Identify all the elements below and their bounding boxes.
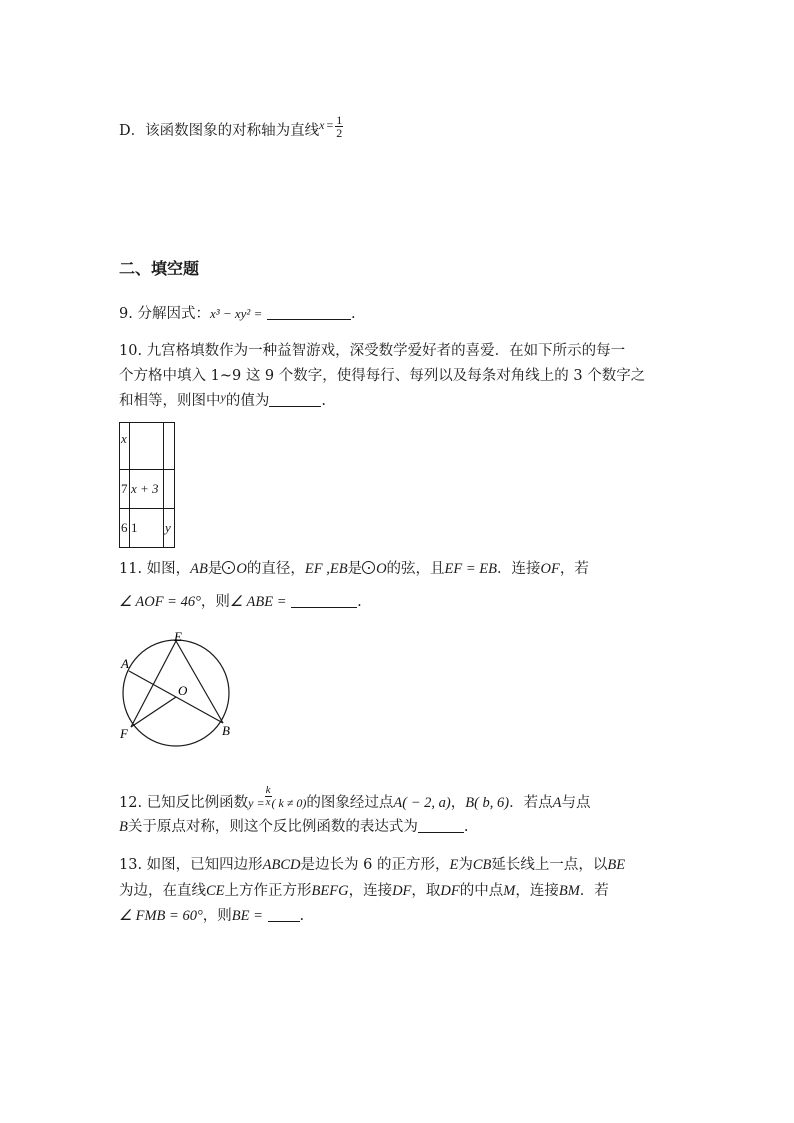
q13-befg: BEFG xyxy=(311,883,349,899)
fraction-denominator: x xyxy=(265,796,271,808)
question-9 xyxy=(119,302,356,323)
q12-condition: ( k ≠ 0) xyxy=(271,796,307,810)
section-title: 二、填空题 xyxy=(119,259,200,278)
q13-e: E xyxy=(449,857,459,873)
q12-text: ．若点 xyxy=(509,795,553,811)
grid-row xyxy=(120,509,175,548)
q12-text: 与点 xyxy=(561,795,591,811)
q13-text: 延长线上一点，以 xyxy=(491,857,608,873)
q9-expr: x³ − xy² = xyxy=(209,306,263,321)
q11-number: 11. xyxy=(119,561,143,577)
label-o: O xyxy=(178,683,188,698)
q13-text: 是边长为 6 的正方形， xyxy=(300,857,450,873)
grid-cell: x + 3 xyxy=(130,470,164,509)
question-12-line2 xyxy=(119,815,468,836)
q11-text: 是 xyxy=(207,561,223,577)
q12-point-a: A( − 2, a) xyxy=(393,795,451,811)
grid-cell: 7 xyxy=(120,470,130,509)
q13-text: 的中点 xyxy=(459,883,504,899)
q13-be: BE xyxy=(607,857,626,873)
q13-number: 13. xyxy=(119,857,143,873)
q11-text: 的弦，且 xyxy=(386,561,445,577)
question-11-line2 xyxy=(119,590,362,611)
grid-cell: 1 xyxy=(130,509,164,548)
q11-text: ．连接 xyxy=(497,561,541,577)
q13-end: . xyxy=(299,908,305,924)
grid-cell: 6 xyxy=(120,509,130,548)
q13-text: ，连接 xyxy=(515,883,559,899)
q10-number: 10. xyxy=(119,343,143,359)
q9-end: . xyxy=(350,306,356,322)
question-11-line1 xyxy=(119,557,589,578)
q10-end: . xyxy=(321,393,326,409)
q13-m: M xyxy=(503,883,516,899)
q13-text: ，连接 xyxy=(348,883,393,899)
q13-ce: CE xyxy=(206,883,225,899)
q9-text: 分解因式： xyxy=(137,306,210,322)
q12-text: 已知反比例函数 xyxy=(146,795,249,811)
q12-fraction xyxy=(265,785,272,808)
fraction-numerator: k xyxy=(265,784,271,796)
q10-line1: 九宫格填数作为一种益智游戏，深受数学爱好者的喜爱．在如下所示的每一 xyxy=(146,343,626,359)
q11-answer-blank[interactable] xyxy=(291,593,357,608)
grid-cell: x xyxy=(120,423,130,470)
option-d xyxy=(119,114,343,140)
question-10-line3 xyxy=(119,389,326,410)
label-e: E xyxy=(174,629,182,644)
q13-text: ，则 xyxy=(202,908,232,924)
q11-text: 如图， xyxy=(146,561,191,577)
q11-o: O xyxy=(376,561,387,577)
q11-text: 是 xyxy=(347,561,363,577)
q11-eq: EF = EB xyxy=(444,561,498,577)
q12-text: 的图象经过点 xyxy=(306,795,394,811)
q12-a: A xyxy=(552,795,562,811)
grid-cell xyxy=(130,423,164,470)
q11-angle-aof: ∠ AOF = 46° xyxy=(119,594,201,610)
grid-cell xyxy=(164,470,175,509)
q12-point-b: B( b, 6) xyxy=(465,795,510,811)
q9-number: 9. xyxy=(119,306,133,322)
grid-row xyxy=(120,470,175,509)
circle-o xyxy=(123,640,229,746)
q10-line2: 个方格中填入 1~9 这 9 个数字，使得每行、每列以及每条对角线上的 3 个数字之 xyxy=(119,368,646,384)
q11-text: 的直径， xyxy=(246,561,305,577)
q13-df2: DF xyxy=(440,883,460,899)
q11-of: OF xyxy=(540,561,560,577)
segment-of xyxy=(131,697,176,727)
q13-text: 上方作正方形 xyxy=(224,883,312,899)
q13-abcd: ABCD xyxy=(262,857,301,873)
grid-cell xyxy=(164,423,175,470)
label-f: F xyxy=(120,726,128,741)
q13-cb: CB xyxy=(472,857,492,873)
circle-dot-icon xyxy=(362,561,375,574)
q10-answer-blank[interactable] xyxy=(269,392,321,407)
question-12-line1 xyxy=(119,785,590,812)
question-13-line2 xyxy=(119,879,609,900)
q11-angle-abe: ∠ ABE = xyxy=(229,594,287,610)
fraction-numerator: 1 xyxy=(336,113,343,127)
q11-efeb: EF ,EB xyxy=(304,561,348,577)
q11-text: ，则 xyxy=(200,594,230,610)
nine-grid xyxy=(119,422,175,548)
q12-answer-blank[interactable] xyxy=(418,818,464,833)
q12-b: B xyxy=(119,819,128,835)
q12-text: ， xyxy=(450,795,466,811)
label-b: B xyxy=(222,723,230,738)
chord-eb xyxy=(176,641,223,723)
q11-end: . xyxy=(357,594,362,610)
question-10-line2 xyxy=(119,364,645,385)
circle-figure xyxy=(112,626,242,756)
question-13-line1 xyxy=(119,853,625,874)
q13-be2: BE = xyxy=(231,908,263,924)
section-heading xyxy=(119,256,199,279)
option-d-lhs: x xyxy=(319,118,325,132)
q12-end: . xyxy=(463,819,469,835)
q9-answer-blank[interactable] xyxy=(267,305,351,320)
option-d-label: D．该函数图象的对称轴为直线 xyxy=(119,123,320,139)
q10-line3b: 的值为 xyxy=(225,393,270,409)
question-13-line3 xyxy=(119,904,304,925)
q13-angle: ∠ FMB = 60° xyxy=(119,908,203,924)
q13-text: ，取 xyxy=(411,883,441,899)
q13-text: 为边，在直线 xyxy=(119,883,206,899)
q13-bm: BM xyxy=(558,883,580,899)
label-a: A xyxy=(121,656,129,671)
q12-y: y = xyxy=(248,796,265,810)
q12-number: 12. xyxy=(119,795,143,811)
q13-text: 为 xyxy=(458,857,473,873)
q10-line3a: 和相等，则图中 xyxy=(119,393,221,409)
q13-text: 如图，已知四边形 xyxy=(146,857,263,873)
q11-o: O xyxy=(236,561,247,577)
fraction-denominator: 2 xyxy=(336,126,343,140)
grid-row xyxy=(120,423,175,470)
q12-text: 关于原点对称，则这个反比例函数的表达式为 xyxy=(127,819,418,835)
question-10-line1 xyxy=(119,339,625,360)
option-d-fraction xyxy=(335,114,343,139)
q13-text: ．若 xyxy=(579,883,609,899)
q11-ab: AB xyxy=(190,561,208,577)
chord-ef xyxy=(131,641,176,727)
grid-cell: y xyxy=(164,509,175,548)
q10-var: y xyxy=(220,390,226,404)
q11-text: ，若 xyxy=(559,561,589,577)
q13-answer-blank[interactable] xyxy=(268,907,300,922)
q13-df: DF xyxy=(392,883,412,899)
circle-dot-icon xyxy=(222,561,235,574)
option-d-eq: = xyxy=(326,118,334,132)
